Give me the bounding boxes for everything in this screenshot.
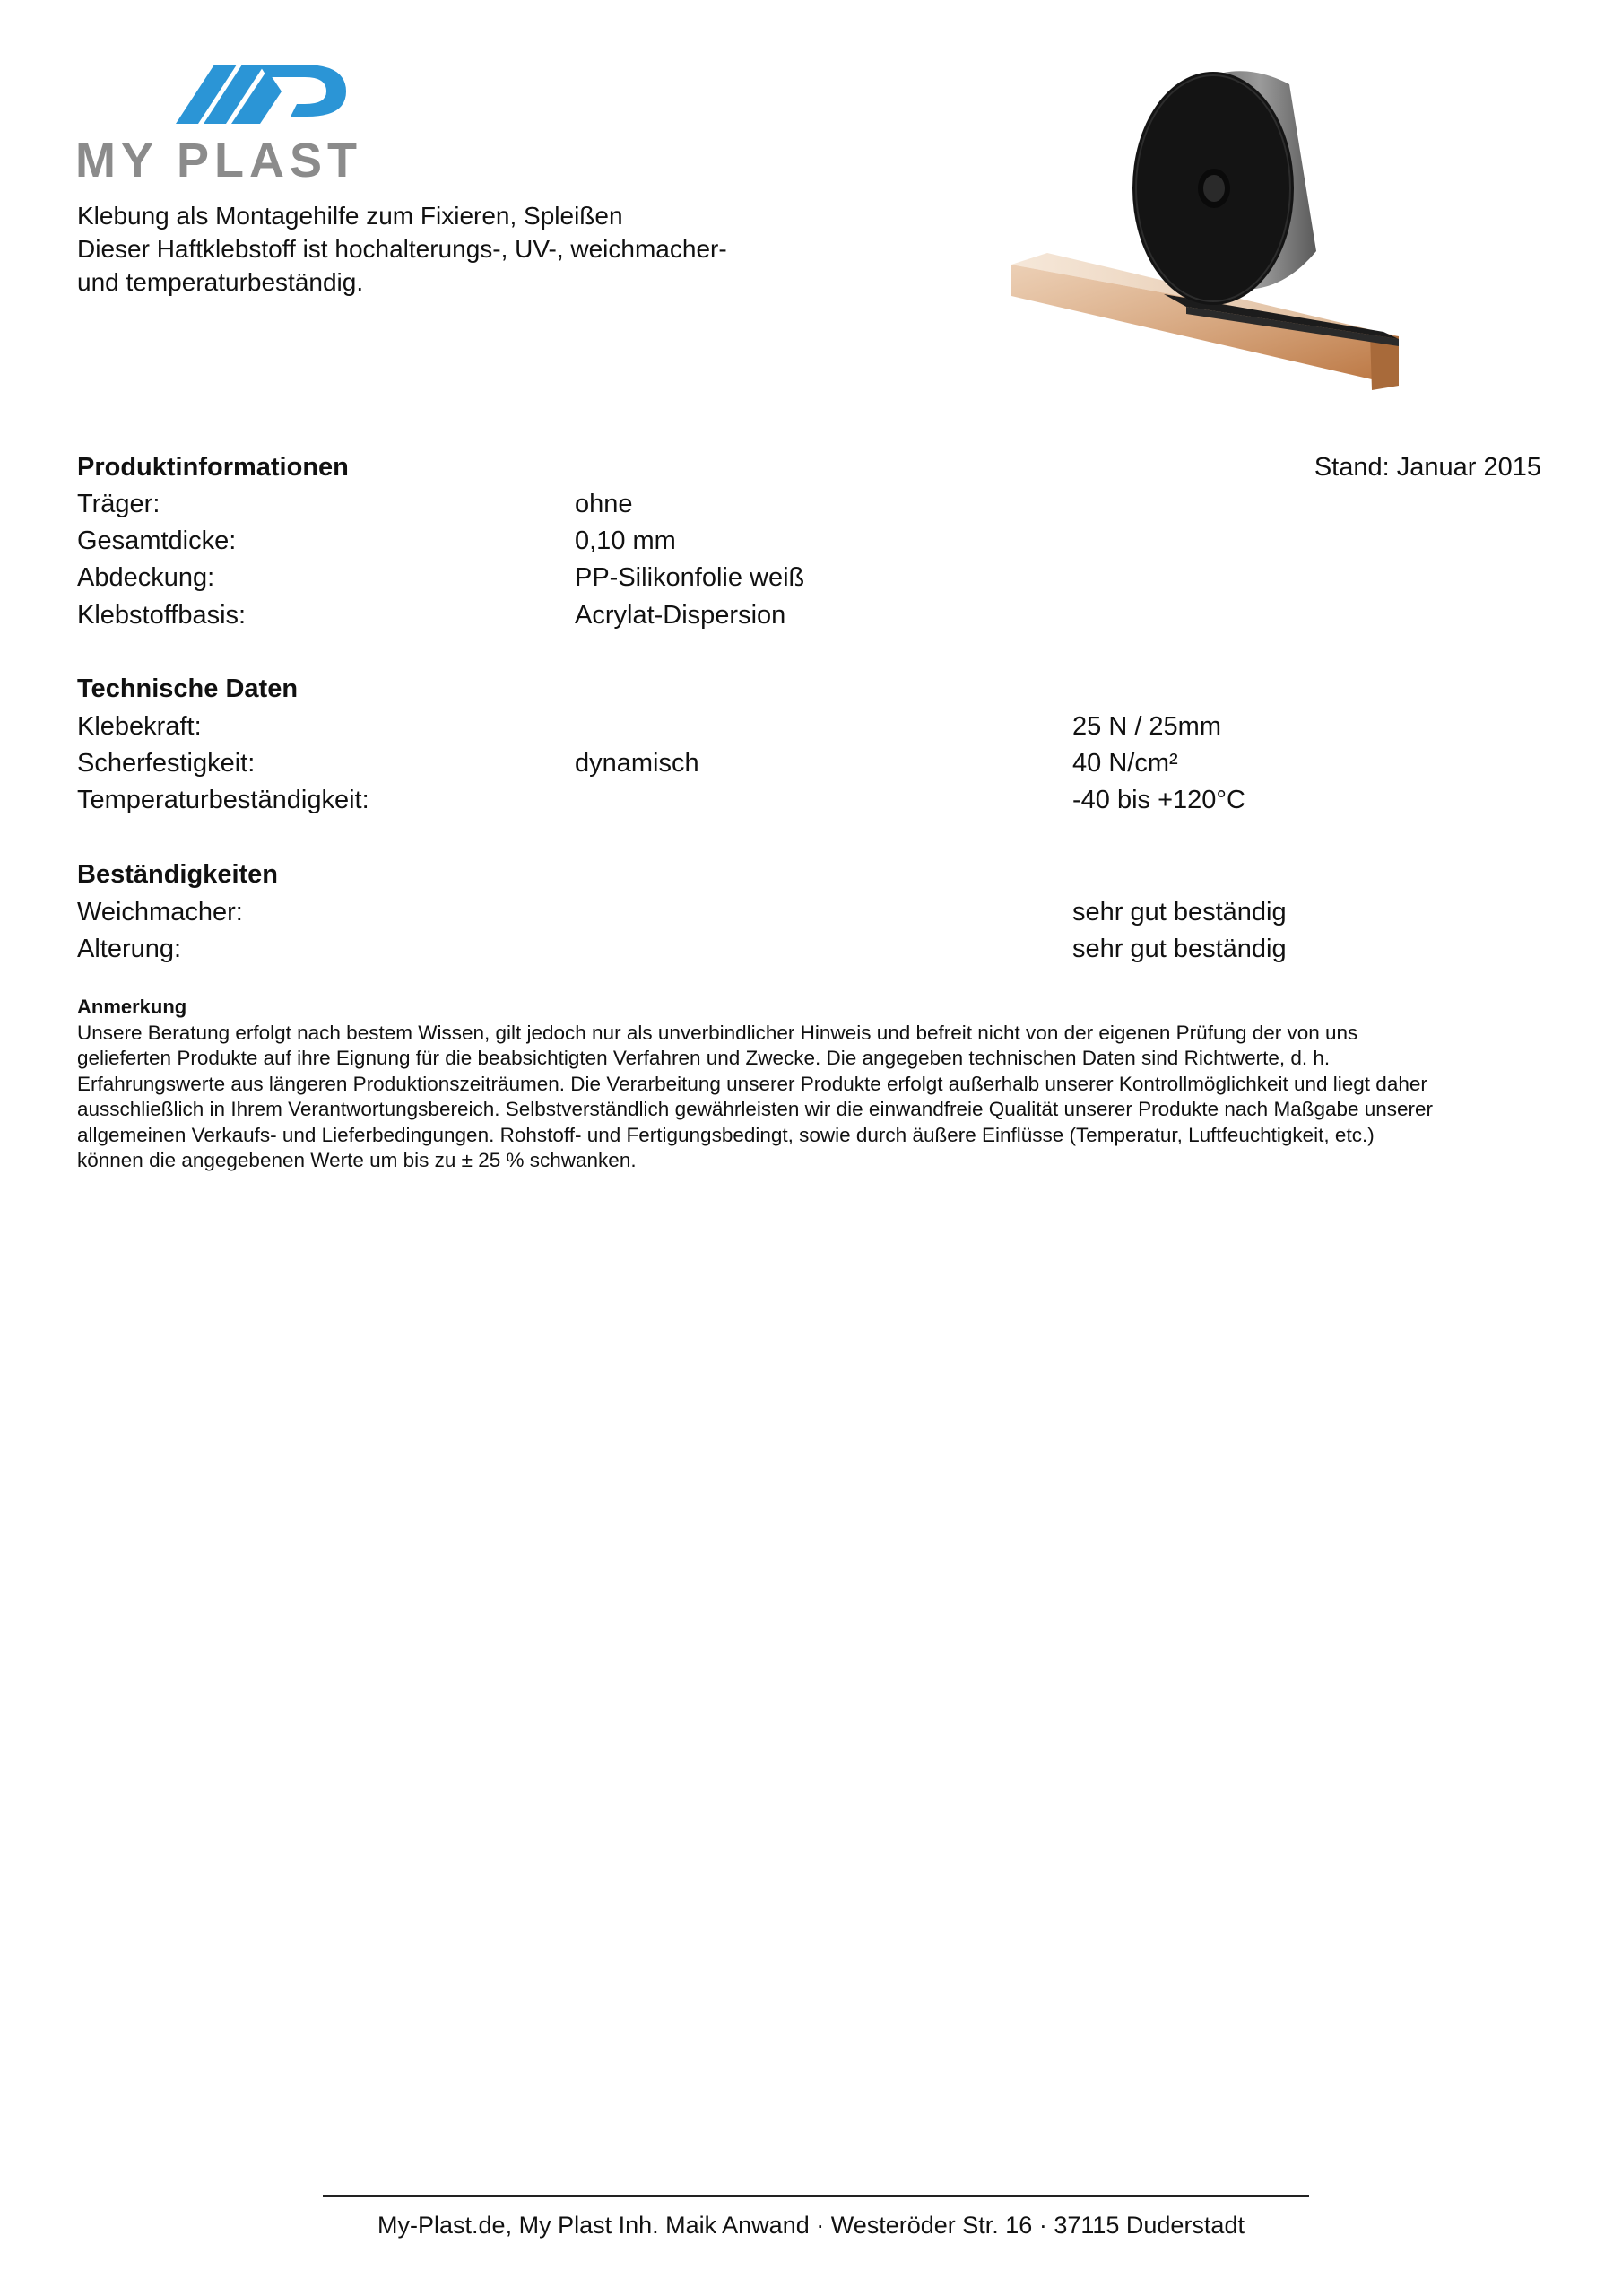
spec-label: Gesamtdicke: (77, 526, 237, 555)
spec-label: Scherfestigkeit: (77, 749, 256, 778)
product-image (1011, 54, 1460, 439)
description-line: Dieser Haftklebstoff ist hochalterungs-, UV-, weichmacher- (77, 235, 727, 263)
note-line: Erfahrungswerte aus längeren Produktionszeiträumen. Die Verarbeitung unserer Produkte erfolgt außerhalb unserer Kontrollmöglichkeit und liegt daher (77, 1072, 1427, 1095)
spec-condition: dynamisch (575, 749, 699, 778)
spec-value: 40 N/cm² (1072, 749, 1178, 778)
note-line: ausschließlich in Ihrem Verantwortungsbereich. Selbstverständlich gewährleisten wir die einwandfreie Qualität unserer Produkte nach Maßgabe unserer (77, 1098, 1434, 1121)
spec-label: Klebekraft: (77, 712, 202, 741)
section-heading-technical: Technische Daten (77, 674, 299, 703)
spec-label: Alterung: (77, 935, 182, 963)
footer-divider (323, 2195, 1309, 2197)
spec-value: 25 N / 25mm (1072, 712, 1221, 741)
footer-address: My-Plast.de, My Plast Inh. Maik Anwand · Westeröder Str. 16 · 37115 Duderstadt (377, 2212, 1245, 2239)
description-line: und temperaturbeständig. (77, 268, 364, 296)
note-line: können die angegebenen Werte um bis zu ± 25 % schwanken. (77, 1149, 637, 1172)
spec-label: Temperaturbeständigkeit: (77, 786, 369, 814)
note-line: Unsere Beratung erfolgt nach bestem Wissen, gilt jedoch nur als unverbindlicher Hinweis und befreit nicht von der eigenen Prüfung der von uns (77, 1022, 1358, 1044)
product-description (77, 199, 884, 299)
spec-label: Träger: (77, 490, 160, 518)
spec-label: Klebstoffbasis: (77, 601, 247, 630)
note-title: Anmerkung (77, 996, 187, 1018)
spec-value: PP-Silikonfolie weiß (575, 563, 805, 592)
spec-value: -40 bis +120°C (1072, 786, 1245, 814)
spec-label: Abdeckung: (77, 563, 215, 592)
spec-value: sehr gut beständig (1072, 935, 1287, 963)
section-heading-product-info: Produktinformationen (77, 453, 349, 482)
note-line: allgemeinen Verkaufs- und Lieferbedingungen. Rohstoff- und Fertigungsbedingt, sowie durch äußere Einflüsse (Temperatur, Luftfeuchtigkeit, etc.) (77, 1123, 1375, 1146)
spec-value: sehr gut beständig (1072, 898, 1287, 926)
tape-roll-illustration (1011, 54, 1460, 439)
brand-logo-mark (75, 59, 434, 140)
revision-date: Stand: Januar 2015 (1314, 453, 1541, 482)
spec-value: ohne (575, 490, 633, 518)
spec-label: Weichmacher: (77, 898, 243, 926)
description-line: Klebung als Montagehilfe zum Fixieren, Spleißen (77, 202, 623, 230)
brand-name: MY PLAST (75, 134, 363, 187)
spec-value: 0,10 mm (575, 526, 676, 555)
spec-value: Acrylat-Dispersion (575, 601, 786, 630)
note-line: gelieferten Produkte auf ihre Eignung für die beabsichtigten Verfahren und Zwecke. Die angegeben technischen Daten sind Richtwerte, d. h. (77, 1047, 1331, 1070)
section-heading-resistance: Beständigkeiten (77, 860, 278, 889)
note-body (77, 1021, 1557, 1173)
